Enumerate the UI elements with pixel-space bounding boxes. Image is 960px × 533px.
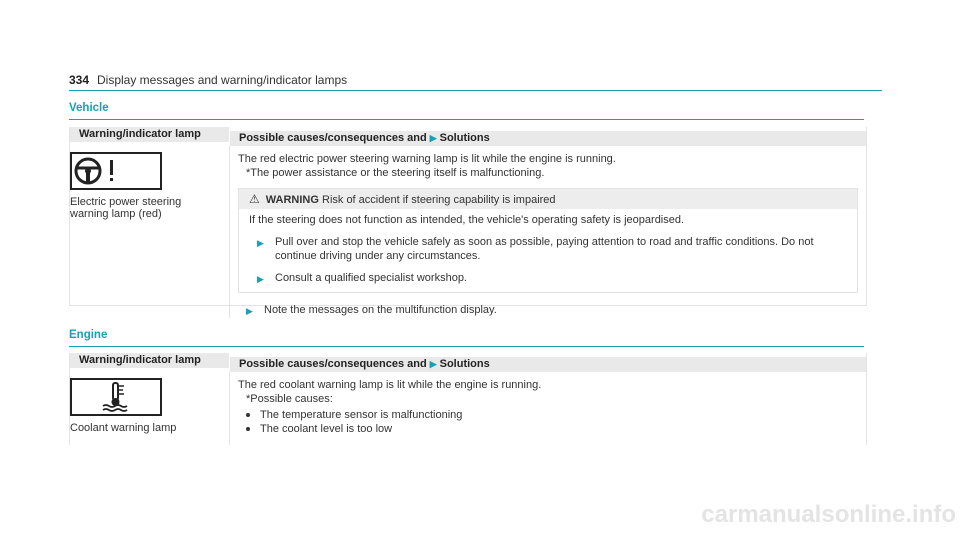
causes-cell — [230, 146, 866, 318]
table-row — [70, 146, 866, 318]
triangle-right-icon: ▶ — [429, 133, 437, 143]
triangle-right-icon: ▶ — [257, 274, 264, 284]
triangle-right-icon: ▶ — [429, 359, 437, 369]
section-title-vehicle: Vehicle — [69, 102, 864, 120]
col-header-causes — [230, 131, 866, 146]
col-header-solutions-label: Solutions — [439, 132, 490, 144]
steering-warning-icon — [70, 152, 162, 190]
cause-text: The red coolant warning lamp is lit while the engine is running. — [238, 379, 542, 391]
warning-text: Risk of accident if steering capability is impaired — [322, 194, 556, 206]
section-title-engine: Engine — [69, 329, 864, 347]
table-header — [70, 353, 866, 372]
lamp-label: Coolant warning lamp — [70, 422, 177, 434]
col-header-causes-label: Possible causes/consequences and — [239, 358, 427, 370]
lamp-cell — [70, 372, 230, 445]
note-text: Note the messages on the multifunction display. — [264, 304, 497, 316]
lamp-cell — [70, 146, 230, 318]
list-item: The temperature sensor is malfunctioning — [244, 408, 858, 422]
lamp-label: Electric power steering — [70, 196, 182, 208]
engine-table — [69, 353, 867, 445]
lamp-label-2: warning lamp (red) — [70, 208, 162, 220]
list-item: The coolant level is too low — [244, 422, 858, 436]
col-header-lamp: Warning/indicator lamp — [70, 127, 230, 142]
cause-detail: *The power assistance or the steering itself is malfunctioning. — [246, 167, 545, 179]
col-header-causes — [230, 357, 866, 372]
step-text: Consult a qualified specialist workshop. — [275, 272, 467, 284]
list-item — [249, 271, 847, 286]
col-header-lamp: Warning/indicator lamp — [70, 353, 230, 368]
cause-list — [244, 408, 858, 436]
page-title: Display messages and warning/indicator lamps — [97, 73, 348, 87]
col-header-causes-label: Possible causes/consequences and — [239, 132, 427, 144]
list-item — [249, 235, 847, 263]
warning-body-text: If the steering does not function as intended, the vehicle's operating safety is jeopardised. — [249, 214, 685, 226]
triangle-right-icon: ▶ — [246, 306, 253, 316]
warning-box — [238, 188, 858, 293]
list-item — [238, 303, 858, 318]
page-number: 334 — [69, 73, 90, 87]
coolant-temperature-icon — [70, 378, 162, 416]
cause-text: The red electric power steering warning lamp is lit while the engine is running. — [238, 153, 616, 165]
watermark: carmanualsonline.info — [701, 501, 956, 528]
vehicle-table — [69, 127, 867, 316]
step-text: Pull over and stop the vehicle safely as soon as possible, paying attention to road and traffic conditions. Do not continue driving under any circumstances. — [275, 236, 814, 262]
warning-triangle-icon: ⚠ — [249, 192, 260, 206]
triangle-right-icon: ▶ — [257, 238, 264, 248]
page-header — [69, 70, 882, 91]
col-header-solutions-label: Solutions — [439, 358, 490, 370]
table-header — [70, 127, 866, 146]
cause-detail: *Possible causes: — [246, 393, 333, 405]
causes-cell — [230, 372, 866, 445]
warning-header — [239, 189, 857, 209]
table-row — [70, 372, 866, 445]
warning-title: WARNING — [265, 194, 319, 206]
warning-body — [239, 209, 857, 292]
